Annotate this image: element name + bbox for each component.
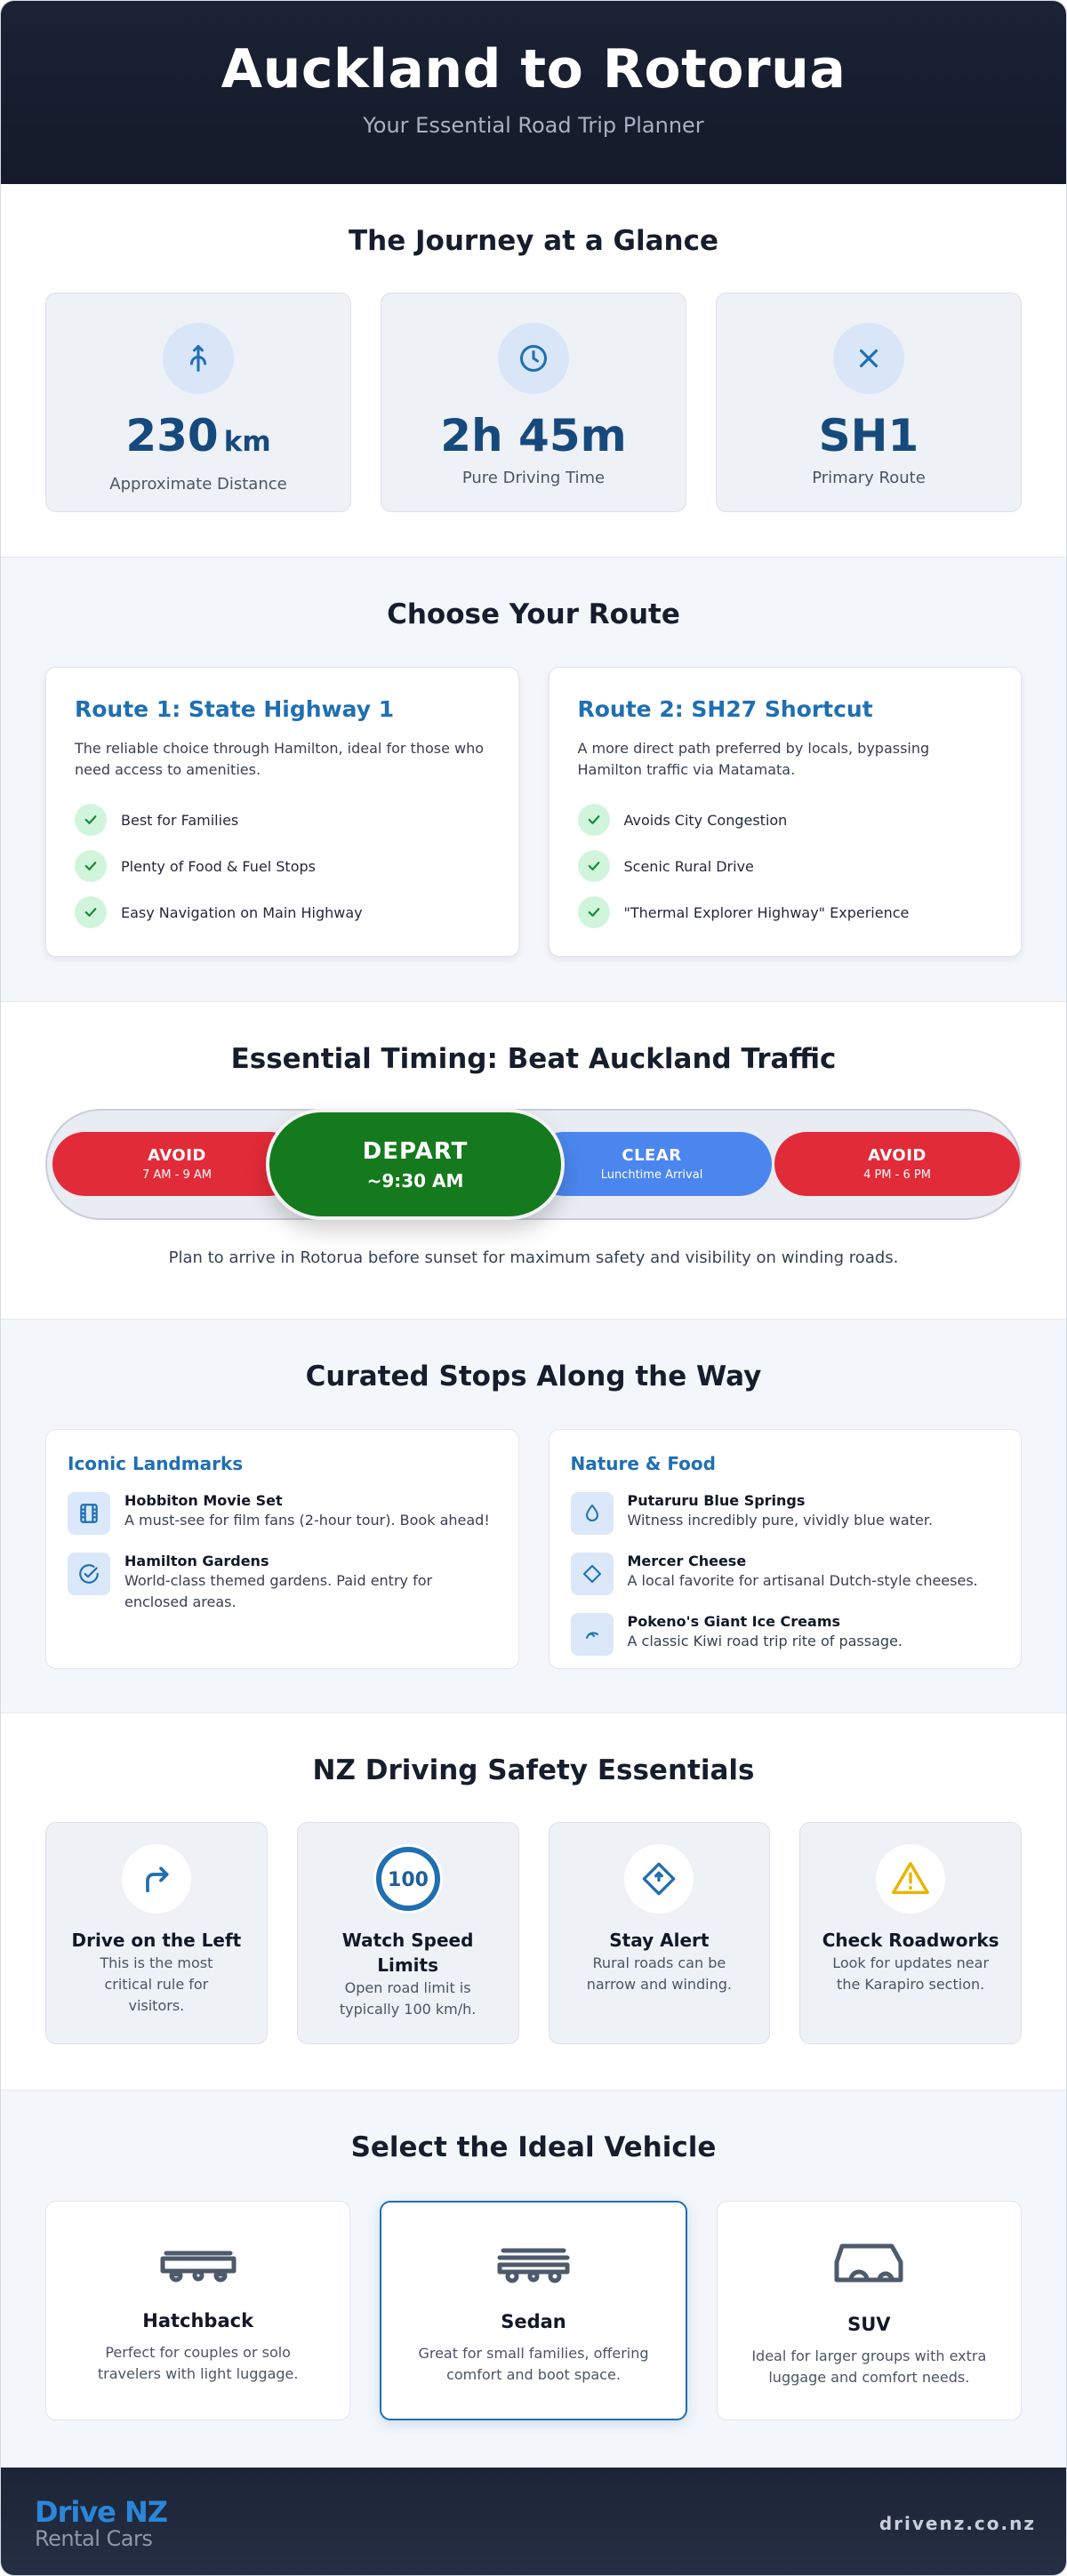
route-card-sh27[interactable]	[549, 667, 1023, 957]
glance-card-time	[381, 293, 686, 512]
clear-segment: CLEAR Lunchtime Arrival	[532, 1132, 772, 1196]
list-item: Best for Families	[75, 797, 490, 843]
distance-label: Approximate Distance	[109, 475, 287, 494]
glance-section	[1, 184, 1066, 558]
avoid-evening-segment: AVOID 4 PM - 6 PM	[774, 1132, 1020, 1196]
check-icon	[578, 896, 610, 928]
list-item: Plenty of Food & Fuel Stops	[75, 843, 490, 889]
timing-section	[1, 1002, 1066, 1320]
route-card-description: The reliable choice through Hamilton, ideal for those who need access to amenities.	[75, 740, 485, 778]
vehicles-title: Select the Ideal Vehicle	[350, 2131, 717, 2163]
turn-right-arrow-icon	[122, 1844, 191, 1914]
distance-unit: km	[223, 426, 271, 458]
check-icon	[578, 850, 610, 882]
list-item[interactable]: Mercer Cheese A local favorite for artisanal Dutch-style cheeses.	[571, 1553, 1000, 1595]
route-cross-icon	[833, 323, 904, 394]
time-label: Pure Driving Time	[461, 469, 606, 487]
suv-car-icon	[718, 2237, 1021, 2294]
landmarks-card	[45, 1429, 519, 1669]
landmarks-title: Iconic Landmarks	[68, 1453, 244, 1474]
glance-card-distance	[45, 293, 351, 512]
header	[1, 1, 1066, 184]
list-item: Easy Navigation on Main Highway	[75, 889, 490, 935]
timing-note: Plan to arrive in Rotorua before sunset for maximum safety and visibility on winding roads.	[168, 1248, 899, 1267]
glance-card-route	[716, 293, 1022, 512]
check-circle-icon	[68, 1553, 110, 1595]
time-value: 2h 45m	[440, 410, 627, 461]
route-label: Primary Route	[812, 469, 926, 487]
avoid-morning-segment: AVOID 7 AM - 9 AM	[52, 1132, 301, 1196]
water-drop-icon	[571, 1492, 614, 1535]
navigation-arrow-icon	[163, 323, 234, 394]
speed-limit-sign-icon	[373, 1844, 443, 1914]
vehicle-card-sedan[interactable]: Sedan Great for small families, offering comfort and boot space.	[380, 2201, 686, 2420]
vehicle-card-suv[interactable]: SUV Ideal for larger groups with extra luggage and comfort needs.	[717, 2201, 1022, 2420]
diamond-icon	[571, 1553, 614, 1595]
clock-icon	[498, 323, 569, 394]
vehicles-section	[1, 2090, 1066, 2468]
traffic-timeline	[45, 1109, 1022, 1220]
route-card-title: Route 2: SH27 Shortcut	[577, 696, 873, 722]
svg-text:100: 100	[387, 1869, 429, 1891]
stops-section	[1, 1320, 1066, 1713]
safety-title: NZ Driving Safety Essentials	[312, 1754, 755, 1786]
nature-food-card	[549, 1429, 1023, 1669]
timing-title: Essential Timing: Beat Auckland Traffic	[230, 1043, 837, 1075]
depart-segment: DEPART ~9:30 AM	[266, 1109, 565, 1220]
footer	[1, 2468, 1066, 2576]
logo-sub-text: Rental Cars	[35, 2525, 153, 2551]
route-card-title: Route 1: State Highway 1	[75, 696, 395, 722]
safety-card-speed: 100 Watch Speed Limits Open road limit is typically 100 km/h.	[297, 1822, 519, 2044]
check-icon	[578, 804, 610, 836]
nature-food-title: Nature & Food	[570, 1453, 716, 1474]
safety-card-roadworks: Check Roadworks Look for updates near the Karapiro section.	[799, 1822, 1022, 2044]
safety-card-alert: Stay Alert Rural roads can be narrow and winding.	[549, 1822, 771, 2044]
list-item[interactable]: Hamilton Gardens World-class themed gardens. Paid entry for enclosed areas.	[68, 1553, 497, 1613]
road-sign-diamond-icon	[624, 1844, 694, 1914]
stops-title: Curated Stops Along the Way	[305, 1360, 762, 1392]
route-card-sh1[interactable]	[45, 667, 519, 957]
list-item[interactable]: Pokeno's Giant Ice Creams A classic Kiwi road trip rite of passage.	[571, 1613, 1000, 1656]
film-icon	[68, 1492, 110, 1535]
routes-title: Choose Your Route	[387, 598, 680, 630]
list-item: "Thermal Explorer Highway" Experience	[578, 889, 993, 935]
logo[interactable]	[35, 2494, 167, 2551]
ice-cream-icon	[571, 1613, 614, 1656]
list-item[interactable]: Hobbiton Movie Set A must-see for film fans (2-hour tour). Book ahead!	[68, 1492, 497, 1535]
check-icon	[75, 804, 107, 836]
logo-main-text: Drive NZ	[35, 2494, 167, 2529]
list-item: Avoids City Congestion	[578, 797, 993, 843]
routes-section	[1, 558, 1066, 1002]
list-item[interactable]: Putaruru Blue Springs Witness incredibly pure, vividly blue water.	[571, 1492, 1000, 1535]
check-icon	[75, 850, 107, 882]
safety-section	[1, 1713, 1066, 2090]
route-value: SH1	[818, 410, 919, 461]
distance-value: 230 km	[125, 410, 271, 461]
list-item: Scenic Rural Drive	[578, 843, 993, 889]
route-card-description: A more direct path preferred by locals, bypassing Hamilton traffic via Matamata.	[577, 740, 930, 778]
hatchback-car-icon	[46, 2237, 349, 2291]
sedan-car-icon	[381, 2238, 685, 2291]
page-title: Auckland to Rotorua	[221, 38, 846, 100]
page-subtitle: Your Essential Road Trip Planner	[363, 113, 704, 138]
safety-card-drive-left: Drive on the Left This is the most critical rule for visitors.	[45, 1822, 268, 2044]
website-link[interactable]: drivenz.co.nz	[878, 2512, 1036, 2534]
glance-title: The Journey at a Glance	[348, 225, 719, 257]
vehicle-card-hatchback[interactable]: Hatchback Perfect for couples or solo travelers with light luggage.	[45, 2201, 350, 2420]
warning-triangle-icon	[876, 1844, 945, 1914]
check-icon	[75, 896, 107, 928]
